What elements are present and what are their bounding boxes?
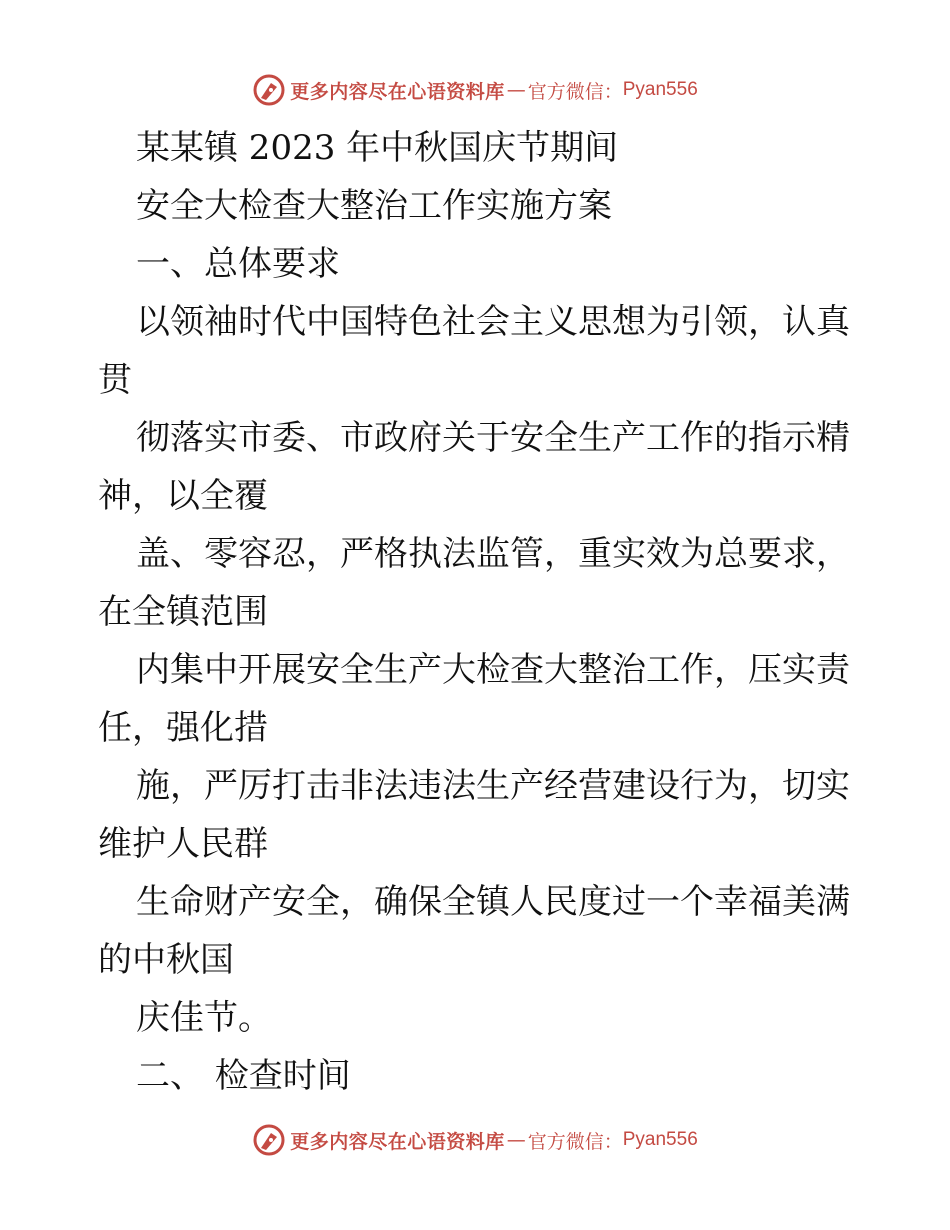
doc-title-line-2: 安全大检查大整治工作实施方案 bbox=[136, 186, 612, 226]
section-heading-1: 一、总体要求 bbox=[136, 244, 340, 284]
banner-dash: — bbox=[506, 1129, 526, 1151]
paragraph-line: 贯 bbox=[98, 360, 132, 400]
pen-nib-logo-icon bbox=[252, 73, 286, 107]
banner-dash: — bbox=[506, 79, 526, 101]
banner-main-text: 更多内容尽在心语资料库 bbox=[290, 1130, 505, 1153]
banner-main-text: 更多内容尽在心语资料库 bbox=[290, 80, 505, 103]
banner-official-text: 官方微信： bbox=[527, 80, 623, 103]
banner-official-text: 官方微信： bbox=[527, 1130, 623, 1153]
header-banner bbox=[0, 70, 950, 110]
doc-title-line-1: 某某镇 2023 年中秋国庆节期间 bbox=[136, 128, 619, 168]
paragraph-line: 盖、零容忍，严格执法监管，重实效为总要求， bbox=[136, 534, 850, 574]
paragraph-line: 彻落实市委、市政府关于安全生产工作的指示精 bbox=[136, 418, 850, 458]
paragraph-line: 内集中开展安全生产大检查大整治工作，压实责 bbox=[136, 650, 850, 690]
paragraph-line: 任，强化措 bbox=[98, 708, 268, 748]
paragraph-line: 的中秋国 bbox=[98, 940, 234, 980]
paragraph-line: 神，以全覆 bbox=[98, 476, 268, 516]
paragraph-line: 在全镇范围 bbox=[98, 592, 268, 632]
section-heading-2: 二、 检查时间 bbox=[136, 1056, 351, 1096]
paragraph-line: 庆佳节。 bbox=[136, 998, 272, 1038]
footer-banner bbox=[0, 1120, 950, 1160]
pen-nib-logo-icon bbox=[252, 1123, 286, 1157]
paragraph-line: 生命财产安全，确保全镇人民度过一个幸福美满 bbox=[136, 882, 850, 922]
paragraph-line: 维护人民群 bbox=[98, 824, 268, 864]
paragraph-line: 施，严厉打击非法违法生产经营建设行为，切实 bbox=[136, 766, 850, 806]
banner-wechat-id: Pyan556 bbox=[622, 79, 698, 100]
paragraph-line: 以领袖时代中国特色社会主义思想为引领，认真 bbox=[136, 302, 850, 342]
banner-wechat-id: Pyan556 bbox=[622, 1129, 698, 1150]
